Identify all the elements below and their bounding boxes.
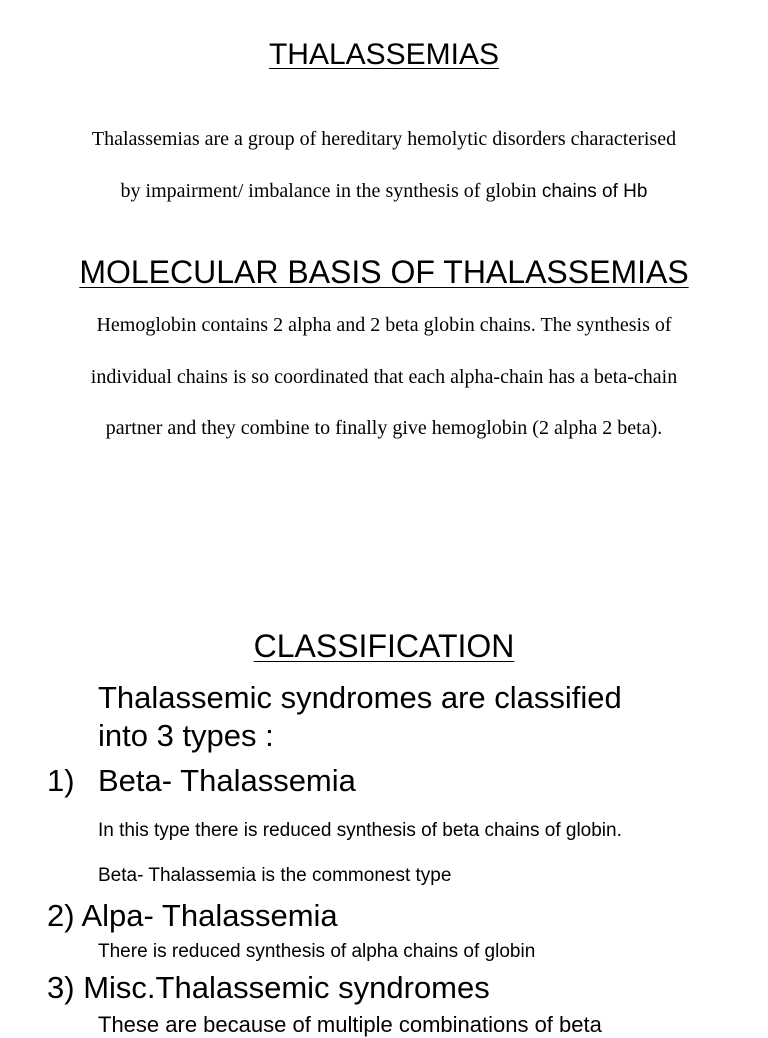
item-1-title: Beta- Thalassemia <box>98 763 356 798</box>
item-3-desc-1: These are because of multiple combinations of beta <box>98 1012 602 1037</box>
item-2-title: Alpa- Thalassemia <box>81 898 338 933</box>
page-title: THALASSEMIAS <box>268 38 500 71</box>
item-1-desc-2: Beta- Thalassemia is the commonest type <box>98 865 452 886</box>
item-1-number: 1) <box>47 763 75 798</box>
classification-intro-line-2: into 3 types : <box>98 718 274 753</box>
classification-intro-line-1: Thalassemic syndromes are classified <box>98 680 622 715</box>
intro-line-2-sans-part: chains of Hb <box>536 181 648 202</box>
molecular-line-3: partner and they combine to finally give hemoglobin (2 alpha 2 beta). <box>105 417 663 439</box>
intro-line-2-serif-part: by impairment/ imbalance in the synthesis of globin <box>120 180 537 202</box>
molecular-heading: MOLECULAR BASIS OF THALASSEMIAS <box>79 254 689 290</box>
intro-line-2 <box>0 180 768 203</box>
molecular-line-1: Hemoglobin contains 2 alpha and 2 beta globin chains. The synthesis of <box>96 314 672 336</box>
item-3-desc-clip <box>98 1012 738 1037</box>
item-2-desc-1: There is reduced synthesis of alpha chains of globin <box>98 941 536 962</box>
item-3-number: 3) <box>47 970 75 1005</box>
item-2-number: 2) <box>47 898 75 933</box>
molecular-line-2: individual chains is so coordinated that each alpha-chain has a beta-chain <box>90 366 678 388</box>
item-3-title: Misc.Thalassemic syndromes <box>83 970 490 1005</box>
classification-heading: CLASSIFICATION <box>253 628 515 664</box>
intro-line-1: Thalassemias are a group of hereditary hemolytic disorders characterised <box>91 128 677 150</box>
item-2-heading <box>47 898 338 934</box>
item-1-desc-1: In this type there is reduced synthesis of beta chains of globin. <box>98 820 622 841</box>
item-3-heading <box>47 970 490 1006</box>
